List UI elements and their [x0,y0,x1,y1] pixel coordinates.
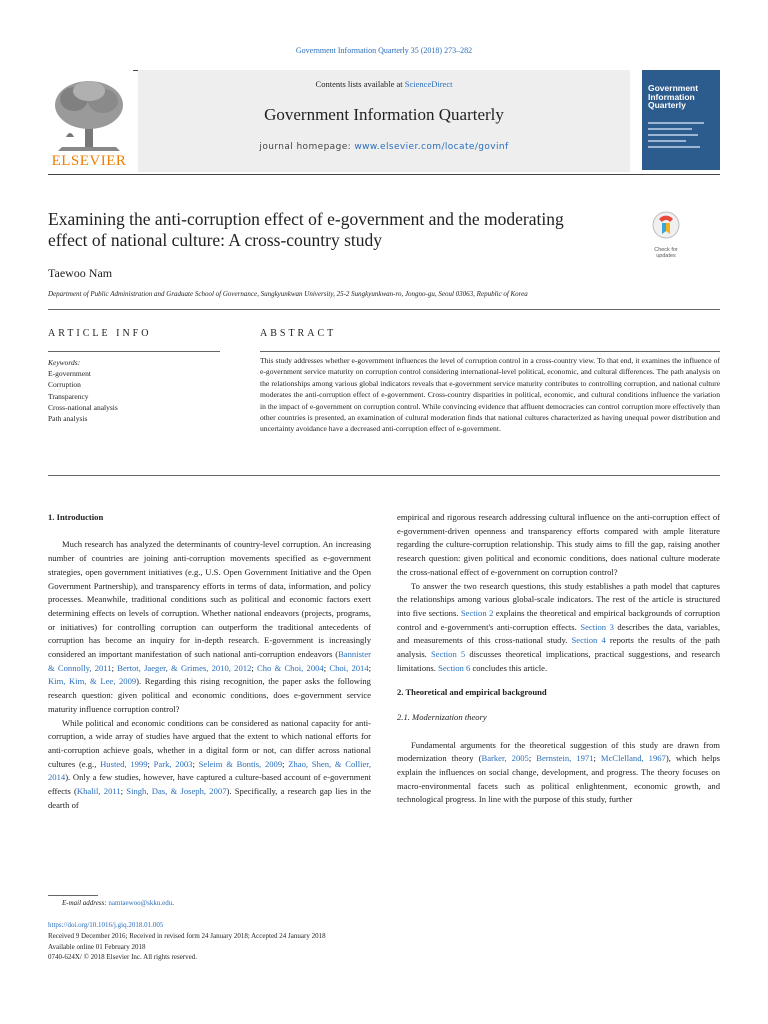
crossmark-label-line-1: Check for [654,247,678,253]
received-dates: Received 9 December 2016; Received in revised form 24 January 2018; Accepted 24 January 2018 [48,931,326,940]
homepage-line [138,142,630,152]
body-column-left [48,511,371,812]
cover-stripe [648,128,692,130]
paragraph-text: ), which helps explain the influences on social change, development, and progress. The theory focuses on macro-environmental facets such as political enlightenment, economic growth, and technological progress. In line with the purpose of this study, further [397,753,721,805]
crossmark-label-line-2: updates [656,253,676,259]
citation-link[interactable]: Kim, Kim, & Lee, 2009 [48,676,137,687]
crossmark-label [645,247,687,259]
paragraph-text: To answer the two research questions, this study establishes a path model that captures the relationships among various global-scale indicators. The rest of the article is structured into five sections. [397,580,720,618]
paragraph-text: describes the data, variables, and measurements of this cross-national study. [397,621,720,646]
paragraph-text: ). Regarding this rising recognition, the paper asks the following research question: given political and economic conditions, does e-government service maturity influence corruption control? [48,676,371,714]
paragraph-text: concludes this article. [470,662,548,673]
cover-stripe [648,140,686,142]
author-name: Taewoo Nam [48,266,113,280]
citation-separator: ; [368,662,372,673]
paragraph-text: reports the results of the path analysis. [397,635,720,660]
cover-title-line-2: Information [648,91,695,102]
header-info-box [138,70,630,172]
contents-prefix: Contents lists available at [315,79,405,89]
citation-separator: ; [120,786,127,797]
paragraph-text: Fundamental arguments for the theoretical suggestion of this study are drawn from modernization theory ( [397,739,720,764]
footnote-rule [48,895,98,896]
footnote-label: E-mail address: [62,899,109,907]
homepage-link[interactable]: www.elsevier.com/locate/govinf [354,142,509,152]
section-link[interactable]: Section 2 [460,607,494,618]
cover-title-line-1: Government [648,83,699,93]
abstract-rule [260,351,720,352]
subsection-heading-modernization: 2.1. Modernization theory [397,712,487,723]
citation-link[interactable]: Bertot, Jaeger, & Grimes, 2010, 2012 [117,662,252,673]
paragraph-text: discusses theoretical implications, practical suggestions, and research limitations. [397,649,720,673]
homepage-prefix: journal homepage: [259,142,355,152]
cover-stripe [648,146,700,148]
keywords-label: Keywords: [48,358,81,367]
citation-link[interactable]: Singh, Das, & Joseph, 2007 [126,786,227,797]
contents-line [138,79,630,89]
paragraph-text: ). Specifically, a research gap lies in the dearth of [48,786,371,810]
paragraph-text: explains the theoretical and empirical backgrounds of corruption control and e-government's anti-corruption effects. [397,607,720,632]
article-info-heading: ARTICLE INFO [48,328,152,339]
article-title-line-1: Examining the anti-corruption effect of e-government and the moderating [48,209,564,229]
cover-stripe [648,134,698,136]
citation-separator: ; [111,662,118,673]
journal-header [48,67,720,174]
citation-separator: ; [528,753,537,764]
section-link[interactable]: Section 5 [430,649,466,660]
journal-title: Government Information Quarterly [264,105,504,124]
cover-title-line-3: Quarterly [648,100,686,110]
citation-link[interactable]: Seleim & Bontis, 2009 [198,758,283,769]
keywords-list [48,357,220,424]
abstract-heading: ABSTRACT [260,328,337,339]
abstract-text: This study addresses whether e-government influences the level of corruption control in a cross-country view. To that end, it examines the influence of e-government service maturity on corruption control considering international-level political, economic, and cultural differences. The path analysis on the relationships among various global indicators reveals that e-government service maturity contributes to controlling corruption, and national culture moderates the anti-corruption effect of e-government. Cross-country disparities in political, economic, and cultural conditions influence the variation in the impact of e-government on corruption control. While convincing evidence that affluent democracies can control corruption more effectively than other countries is presented, an examination of cultural moderation finds that national cultures characterized as having unequal power distribution and uncertainty avoidance have a decreased anti-corruption effect of e-government. [260,356,720,434]
paragraph [48,717,371,813]
publisher-logo[interactable] [48,77,130,172]
citation-link[interactable]: Zhao, Shen, & Collier, 2014 [48,758,371,783]
keyword-item: Path analysis [48,414,88,424]
keyword-item: Transparency [48,391,89,401]
copyright: 0740-624X/ © 2018 Elsevier Inc. All rights reserved. [48,953,197,962]
abstract-bottom-rule [48,475,720,476]
body-column-right [397,511,720,807]
tree-icon [48,77,130,155]
article-history [48,920,326,963]
citation-separator: ; [147,758,154,769]
citation-separator: ; [593,753,601,764]
paragraph-text: ). Only a few studies, however, have captured a culture-based account of e-government effects ( [48,772,371,797]
keyword-item: Corruption [48,380,81,390]
citation-link[interactable]: McClelland, 1967 [600,753,666,764]
article-title [48,209,638,251]
citation-link[interactable]: Park, 2003 [153,758,193,769]
citation-link[interactable]: Bannister & Connolly, 2011 [48,649,371,673]
paragraph: empirical and rigorous research addressing cultural influence on the anti-corruption effect of e-government-driven openness and transparency efforts compared with ample literature regarding the culture-corruption relationship. This study aims to fill the gap, raising another research question: given political and economic conditions, does national culture moderate the cross-national effect of e-government on corruption control? [397,512,720,577]
section-link[interactable]: Section 4 [571,635,606,646]
citation-separator: ; [282,758,289,769]
citation-link[interactable]: Bernstein, 1971 [536,753,594,764]
affiliation-rule [48,309,720,310]
paragraph [397,739,720,808]
email-link[interactable]: namtaewoo@skku.edu [108,899,173,907]
article-title-line-2: effect of national culture: A cross-country study [48,230,383,250]
citation-separator: ; [251,662,257,673]
keyword-item: Cross-national analysis [48,402,118,412]
cover-title [648,84,718,110]
doi-link[interactable]: https://doi.org/10.1016/j.giq.2018.01.005 [48,921,164,929]
keyword-item: E-government [48,369,91,379]
paragraph [397,580,720,676]
footnote [62,899,174,907]
crossmark-icon [651,210,681,240]
check-for-updates-badge[interactable] [645,210,687,259]
publisher-name: ELSEVIER [51,153,127,169]
author-affiliation: Department of Public Administration and Graduate School of Governance, Sungkyunkwan University, 25-2 Sungkyunkwan-ro, Jongno-gu, Seoul 03063, Republic of Korea [48,290,528,298]
available-online: Available online 01 February 2018 [48,942,146,951]
citation-link[interactable]: Husted, 1999 [100,758,148,769]
sciencedirect-link[interactable]: ScienceDirect [404,79,453,89]
journal-cover[interactable] [642,70,720,170]
citation-link[interactable]: Choi, 2014 [329,662,369,673]
section-link[interactable]: Section 6 [438,662,471,673]
citation-link[interactable]: Khalil, 2011 [76,786,121,797]
citation-link[interactable]: Barker, 2005 [481,753,529,764]
journal-reference[interactable]: Government Information Quarterly 35 (2018) 273–282 [295,46,473,55]
paragraph-text: While political and economic conditions can be considered as national capacity for anti-corruption, a wide array of studies have argued that the extent to which national efforts for anti-corruption achieve goals, whether in a digital form or not, can differ across national cultures (e.g., [48,717,371,769]
paragraph-text: Much research has analyzed the determinants of country-level corruption. An increasing number of countries are joining anti-corruption movements specified as e-government strategies, open government initiatives (e.g., U.S. Open Government Initiative and the Open Government Partnership), and transparency efforts in terms of data, information, and policy processes. Meanwhile, traditional conditions such as political and economic factors exert determining effects on levels of corruption. Whether national endeavors (projects, programs, or initiatives) for controlling corruption can outperform the traditional antecedents of corruption has become an inquiry for in-depth research. E-government is increasingly considered an important manifestation of such national anti-corruption endeavors ( [48,539,371,660]
header-rule-bottom [48,174,720,175]
section-heading-introduction: 1. Introduction [48,512,104,522]
paragraph [48,538,371,716]
article-info-rule [48,351,220,352]
citation-separator: ; [192,758,199,769]
citation-link[interactable]: Cho & Choi, 2004 [257,662,324,673]
cover-stripe [648,122,704,124]
section-heading-background: 2. Theoretical and empirical background [397,687,547,698]
citation-separator: ; [323,662,330,673]
section-link[interactable]: Section 3 [580,621,614,632]
footnote-end: . [172,899,174,907]
